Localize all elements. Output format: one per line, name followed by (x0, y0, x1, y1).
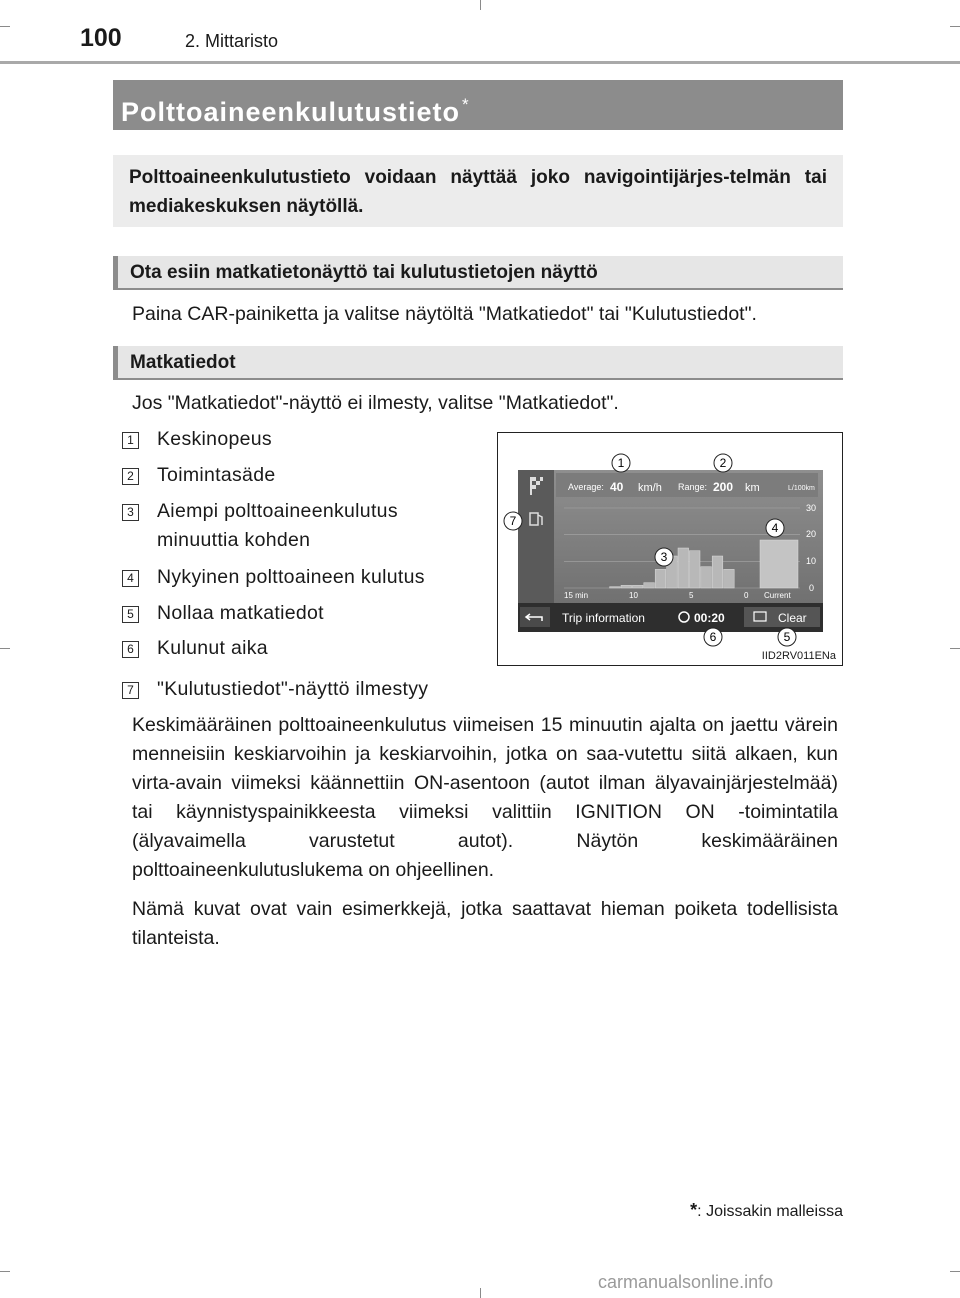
item-number: 4 (122, 570, 139, 587)
history-bar (712, 556, 723, 588)
callout-label: 7 (509, 514, 517, 528)
crop-mark (480, 0, 481, 10)
crop-mark (950, 648, 960, 649)
intro-box: Polttoaineenkulutustieto voidaan näyttää joko navigointijärjes-telmän tai mediakeskuksen näytöllä. (113, 155, 843, 227)
item-text: Aiempi polttoaineenkulutus minuuttia kohden (157, 500, 398, 551)
watermark: carmanualsonline.info (598, 1272, 774, 1292)
trip-info-figure (497, 432, 843, 666)
footnote-text: : Joissakin malleissa (697, 1203, 843, 1220)
instruction-text: Paina CAR-painiketta ja valitse näytöltä "Matkatiedot" tai "Kulutustiedot". (132, 303, 757, 325)
trip-instruction-text: Jos "Matkatiedot"-näyttö ei ilmesty, valitse "Matkatiedot". (132, 392, 619, 414)
x-tick: 5 (689, 591, 694, 600)
section-title: Polttoaineenkulutustieto (121, 97, 461, 127)
footnote (690, 1200, 843, 1221)
y-tick: 30 (806, 503, 817, 513)
body-paragraph: Keskimääräinen polttoaineenkulutus viimeisen 15 minuutin ajalta on jaettu värein menneisiin keskiarvoihin ja keskiarvoihin, jotka on saa-vutettu siitä alkaen, kun virta-avain viimeksi käännettiin ON-asentoon (autot ilman älyavainjärjestelmää) tai käynnistyspainikkeesta viimeksi valittiin IGNITION ON -toimintatila (älyavaimella varustetut autot). Näytön keskimääräinen polttoaineenkulutuslukema on ohjeellinen. (132, 714, 838, 881)
crop-mark (0, 648, 10, 649)
item-text: Toimintasäde (157, 464, 276, 486)
screen-left-panel (518, 470, 554, 603)
item-text: Kulunut aika (157, 637, 268, 659)
page-number: 100 (80, 24, 122, 52)
current-label: Current (764, 591, 791, 600)
item-text: Nykyinen polttoaineen kulutus (157, 566, 425, 588)
history-bar (644, 583, 655, 588)
y-tick: 10 (806, 556, 817, 566)
figure-code: IID2RV011ENa (761, 650, 836, 662)
callout-label: 1 (617, 456, 625, 470)
item-text: Keskinopeus (157, 428, 272, 450)
subsection-heading-display: Ota esiin matkatietonäyttö tai kulutustietojen näyttö (113, 256, 843, 290)
x-tick: 0 (744, 591, 749, 600)
section-title-bar (113, 80, 843, 130)
footnote-marker: * (690, 1200, 698, 1220)
crop-mark (0, 26, 10, 27)
item-text: Nollaa matkatiedot (157, 602, 324, 624)
item-number: 2 (122, 468, 139, 485)
item-number: 6 (122, 641, 139, 658)
trip-info-screen (498, 433, 842, 665)
trip-label: Trip information (562, 611, 645, 625)
item-number: 1 (122, 432, 139, 449)
item-text: "Kulutustiedot"-näyttö ilmestyy (157, 678, 429, 700)
callout-label: 5 (783, 630, 791, 644)
history-bar (610, 587, 621, 588)
crop-mark (950, 26, 960, 27)
consumption-unit: L/100km (788, 485, 815, 492)
range-label: Range: (678, 482, 708, 492)
y-tick: 20 (806, 529, 817, 539)
history-bar (632, 585, 643, 588)
header-rule (0, 61, 960, 64)
range-value: 200 (713, 480, 734, 494)
range-unit: km (745, 482, 760, 494)
model-marker: * (462, 95, 470, 114)
callout-label: 4 (771, 521, 779, 535)
body-paragraph: Nämä kuvat ovat vain esimerkkejä, jotka saattavat hieman poiketa todellisista tilanteista. (132, 898, 838, 949)
chapter-title: 2. Mittaristo (185, 31, 279, 51)
history-bar (689, 551, 700, 588)
subsection-heading-trip: Matkatiedot (113, 346, 843, 380)
item-number: 5 (122, 606, 139, 623)
history-bar (655, 569, 666, 588)
item-number: 7 (122, 682, 139, 699)
crop-mark (480, 1288, 481, 1298)
callout-label: 6 (709, 630, 717, 644)
average-label: Average: (568, 482, 604, 492)
x-tick: 15 min (564, 591, 589, 600)
item-number: 3 (122, 504, 139, 521)
average-value: 40 (610, 480, 624, 494)
callout-label: 3 (660, 550, 668, 564)
crop-mark (950, 1271, 960, 1272)
history-bar (678, 548, 689, 588)
history-bar (621, 585, 632, 588)
average-unit: km/h (638, 482, 662, 494)
x-tick: 10 (629, 591, 638, 600)
elapsed-time: 00:20 (694, 611, 725, 625)
y-tick: 0 (809, 583, 815, 593)
clear-label: Clear (778, 611, 807, 625)
history-bar (724, 569, 735, 588)
callout-label: 2 (719, 456, 727, 470)
crop-mark (0, 1271, 10, 1272)
current-consumption-bar (760, 540, 798, 588)
history-bar (701, 567, 712, 588)
